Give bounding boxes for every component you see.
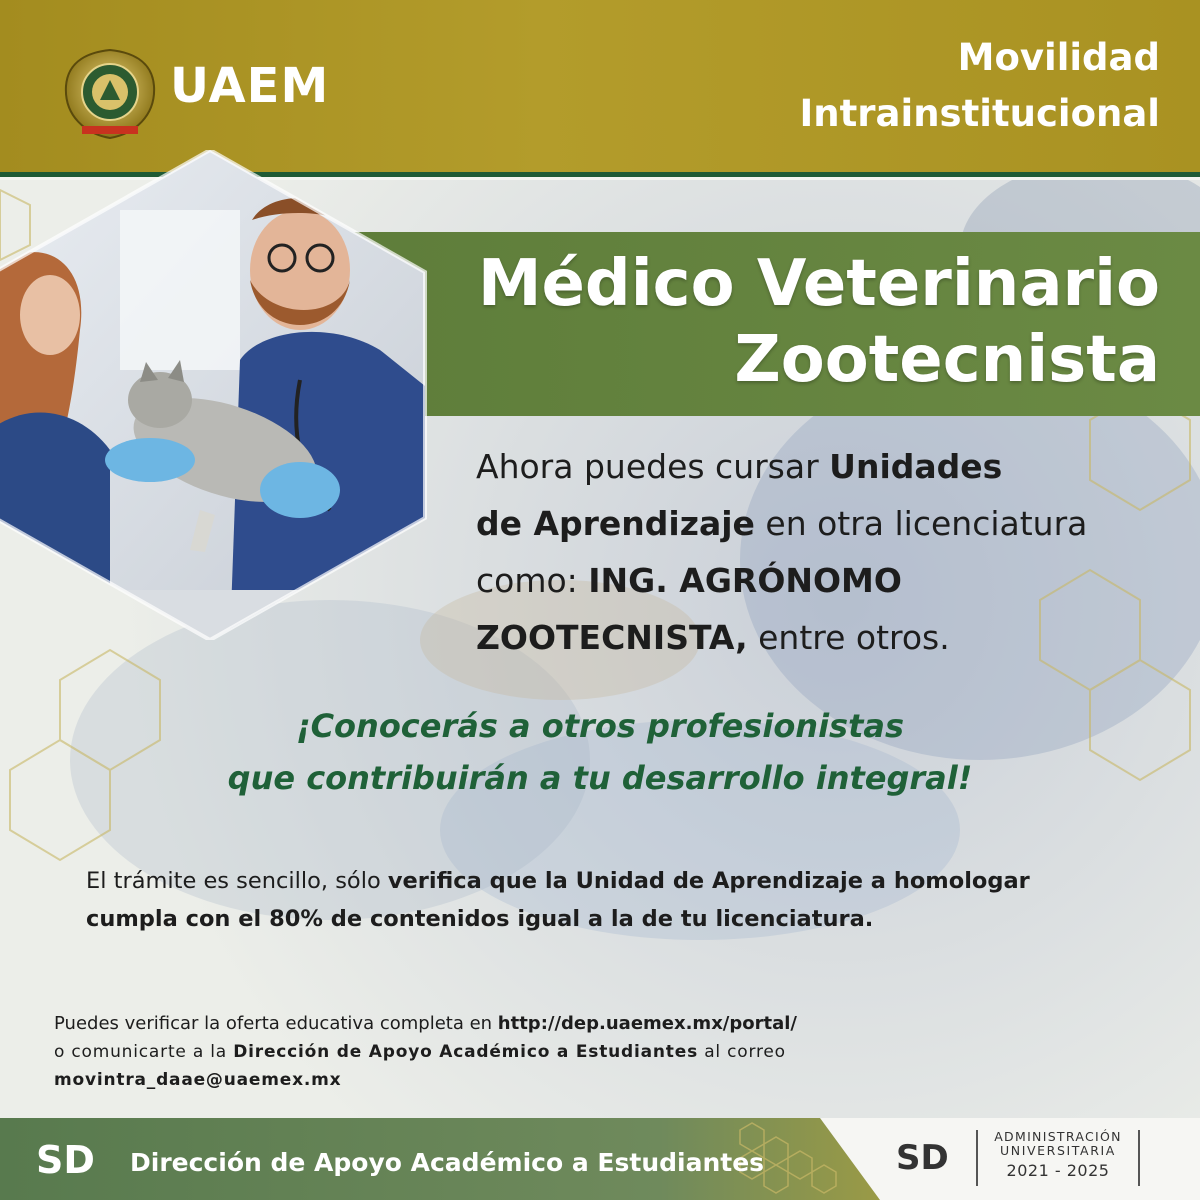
brand-name: UAEM bbox=[170, 58, 330, 114]
body-bold-1: Unidades bbox=[829, 447, 1003, 486]
footer-divider-right bbox=[1138, 1130, 1140, 1186]
body-text-3: como: bbox=[476, 561, 589, 600]
uaem-seal-logo bbox=[60, 46, 160, 142]
admin-years: 2021 - 2025 bbox=[1006, 1161, 1110, 1180]
highlight-line1: ¡Conocerás a otros profesionistas bbox=[295, 707, 905, 745]
contact-info bbox=[54, 1010, 1004, 1094]
career-title-line1: Médico Veterinario bbox=[477, 247, 1160, 321]
footer-sd-logo-right: SD bbox=[896, 1138, 949, 1178]
veterinarians-with-cat-photo bbox=[0, 150, 430, 640]
procedure-bold-2: cumpla con el 80% de contenidos igual a la de tu licenciatura. bbox=[86, 906, 874, 932]
footer-divider-left bbox=[976, 1130, 978, 1186]
body-text-4: entre otros. bbox=[747, 618, 950, 657]
body-bold-2: de Aprendizaje bbox=[476, 504, 755, 543]
contact-line3 bbox=[54, 1066, 1004, 1094]
contact-email-link[interactable]: movintra_daae@uaemex.mx bbox=[54, 1070, 342, 1090]
procedure-bold-1: verifica que la Unidad de Aprendizaje a homologar bbox=[387, 868, 1030, 894]
highlight-line2: que contribuirán a tu desarrollo integral! bbox=[227, 759, 973, 797]
program-title-line1: Movilidad bbox=[957, 36, 1160, 79]
contact-line1 bbox=[54, 1010, 1004, 1038]
contact-line1-text: Puedes verificar la oferta educativa completa en bbox=[54, 1013, 498, 1034]
program-title bbox=[800, 30, 1160, 142]
portal-link[interactable]: http://dep.uaemex.mx/portal/ bbox=[497, 1013, 797, 1034]
admin-badge bbox=[984, 1130, 1132, 1184]
contact-line2-text-b: al correo bbox=[698, 1042, 786, 1062]
highlight-message bbox=[0, 700, 1200, 804]
footer-sd-logo: SD bbox=[36, 1138, 95, 1182]
program-title-line2: Intrainstitucional bbox=[799, 92, 1160, 135]
footer-dept-title: Dirección de Apoyo Académico a Estudiantes bbox=[130, 1148, 765, 1177]
contact-dept-name: Dirección de Apoyo Académico a Estudiantes bbox=[233, 1042, 698, 1062]
procedure-note bbox=[86, 862, 1146, 938]
body-text-2: en otra licenciatura bbox=[754, 504, 1088, 543]
body-bold-4: ZOOTECNISTA, bbox=[476, 618, 748, 657]
body-paragraph bbox=[476, 438, 1166, 666]
career-title bbox=[478, 246, 1160, 398]
body-text-1: Ahora puedes cursar bbox=[476, 447, 830, 486]
admin-line2: UNIVERSITARIA bbox=[1000, 1143, 1116, 1158]
procedure-plain: El trámite es sencillo, sólo bbox=[86, 868, 388, 894]
career-title-line2: Zootecnista bbox=[734, 323, 1160, 397]
contact-line2-text-a: o comunicarte a la bbox=[54, 1042, 234, 1062]
body-bold-3: ING. AGRÓNOMO bbox=[588, 561, 902, 600]
admin-line1: ADMINISTRACIÓN bbox=[994, 1129, 1122, 1144]
contact-line2 bbox=[54, 1038, 1004, 1066]
